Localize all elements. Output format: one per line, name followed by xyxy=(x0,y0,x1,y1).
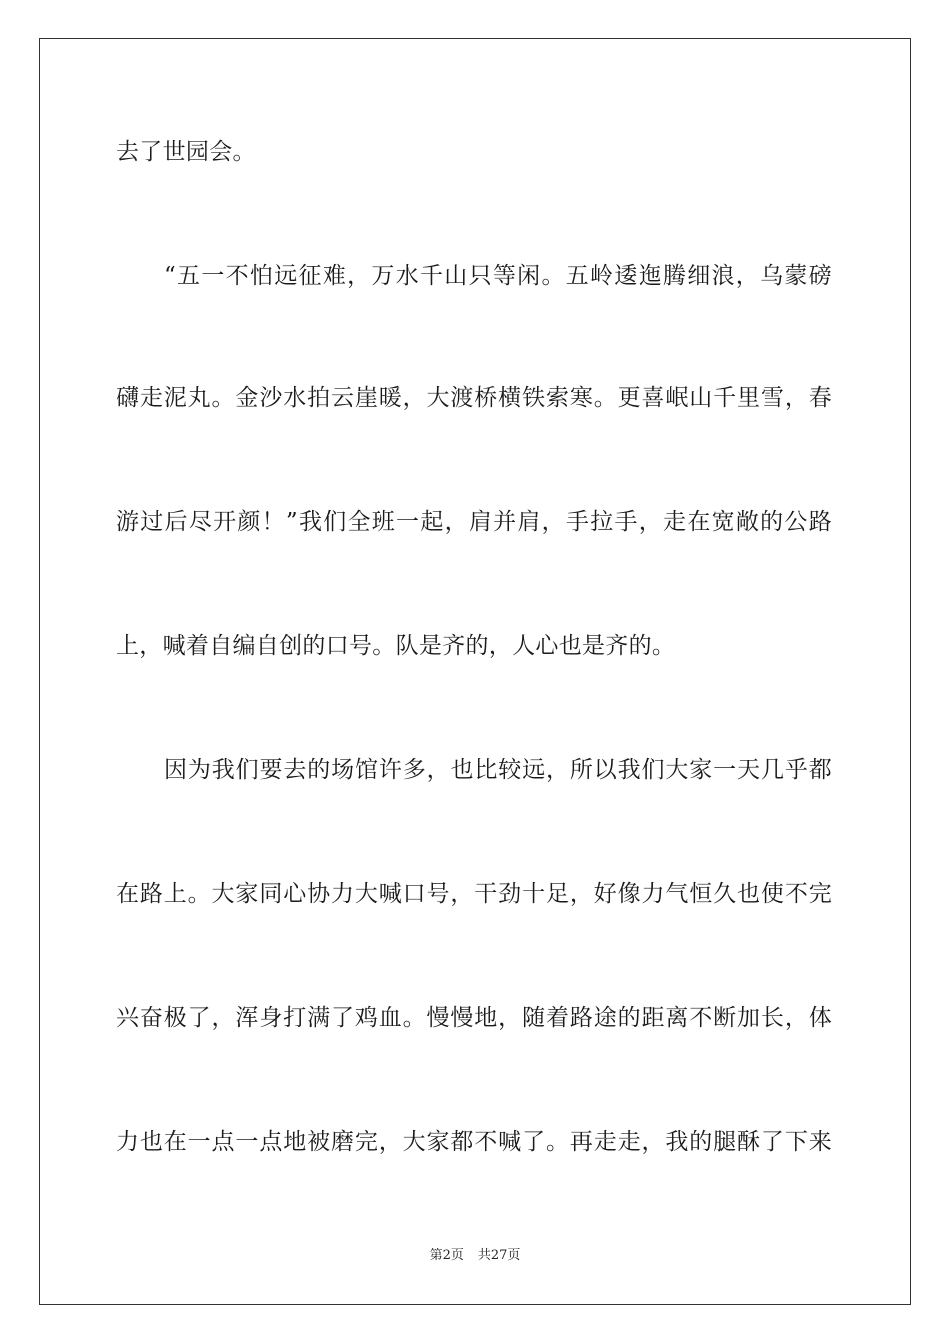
text-line-1: 去了世园会。 xyxy=(116,139,256,165)
text-line-6: 因为我们要去的场馆许多，也比较远，所以我们大家一天几乎都 xyxy=(164,757,832,783)
text-line-8: 兴奋极了，浑身打满了鸡血。慢慢地，随着路途的距离不断加长，体 xyxy=(116,1005,832,1031)
text-line-9: 力也在一点一点地被磨完，大家都不喊了。再走走，我的腿酥了下来 xyxy=(116,1129,832,1155)
text-line-5: 上，喊着自编自创的口号。队是齐的，人心也是齐的。 xyxy=(116,633,676,659)
text-line-3: 礴走泥丸。金沙水拍云崖暖，大渡桥横铁索寒。更喜岷山千里雪，春 xyxy=(116,385,832,411)
page-number: 第2页 xyxy=(429,1248,464,1263)
page-border xyxy=(39,38,911,1305)
text-line-7: 在路上。大家同心协力大喊口号，干劲十足，好像力气恒久也使不完 xyxy=(116,881,832,907)
text-line-4: 游过后尽开颜！”我们全班一起，肩并肩，手拉手，走在宽敞的公路 xyxy=(116,509,832,535)
text-line-2: “五一不怕远征难，万水千山只等闲。五岭逶迤腾细浪，乌蒙磅 xyxy=(164,263,832,289)
page-total: 共27页 xyxy=(477,1248,521,1263)
page-footer xyxy=(0,1248,950,1264)
